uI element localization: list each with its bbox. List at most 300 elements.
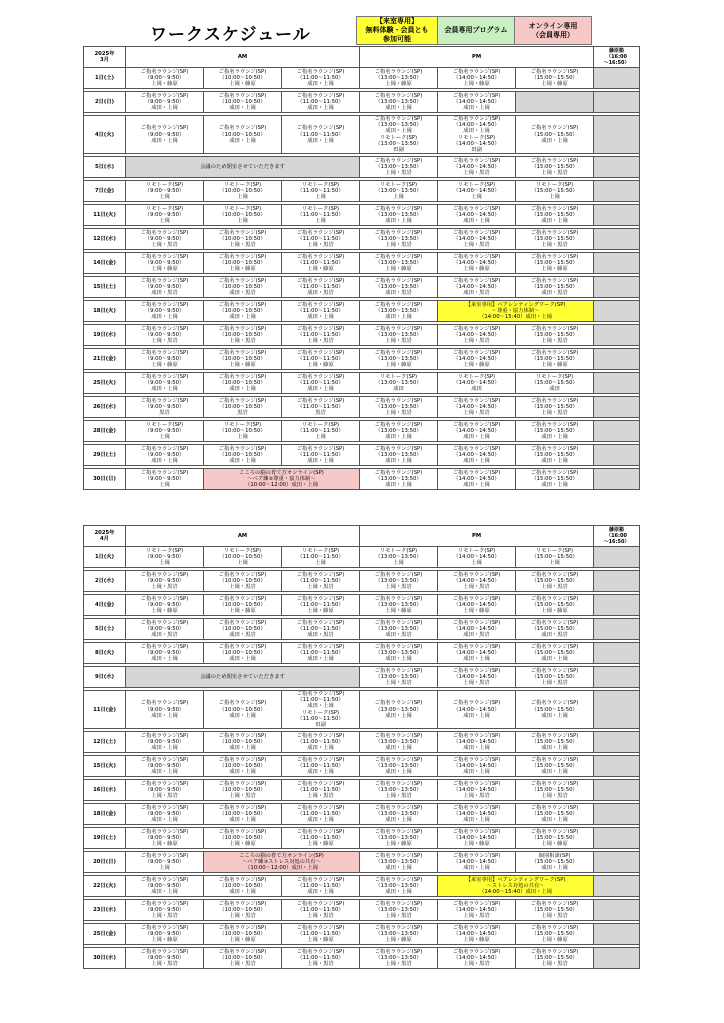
schedule-row: [84, 205, 640, 226]
session-cell: ご指名ラウンジ(SP) （10:00～10:50） 上岡・黒岩: [204, 571, 282, 592]
fujiwara-juku-cell: [594, 619, 640, 640]
legend-member-only: [437, 16, 515, 45]
session-cell: ご指名ラウンジ(SP) （9:00～9:50） 上岡・黒岩: [126, 900, 204, 921]
session-cell: ご指名ラウンジ(SP) （13:00～13:50） 上岡・藤原: [360, 253, 438, 274]
schedule-row: [84, 277, 640, 298]
date-cell: 28日(金): [84, 421, 126, 442]
session-cell: ご指名ラウンジ(SP) （13:00～13:50） 成田・上岡: [360, 876, 438, 897]
session-cell: ご指名ラウンジ(SP) （13:00～13:50） 成田・上岡: [360, 301, 438, 322]
visitor-workshop-cell: 【来室専用】ペアレンティングワーク(SP) ～ストレス対処の共有～ （14:00～15:40）成田・上岡: [438, 876, 594, 897]
session-cell: ご指名ラウンジ(SP) （14:00～14:50） 成田・黒岩: [438, 619, 516, 640]
session-cell: ご指名ラウンジ(SP) （11:00～11:50） 成田・上岡: [282, 68, 360, 89]
session-cell: ご指名ラウンジ(SP) （9:00～9:50） 上岡・黒岩: [126, 229, 204, 250]
schedule-row: [84, 924, 640, 945]
date-cell: 2日(日): [84, 92, 126, 113]
session-cell: ご指名ラウンジ(SP) （15:00～15:50） 上岡・黒岩: [516, 571, 594, 592]
session-cell: ご指名ラウンジ(SP) （15:00～15:50） 上岡・黒岩: [516, 157, 594, 178]
session-cell: ご指名ラウンジ(SP) （9:00～9:50） 上岡・黒岩: [126, 325, 204, 346]
fujiwara-juku-cell: [594, 804, 640, 825]
schedule-row: [84, 595, 640, 616]
session-cell: ご指名ラウンジ(SP) （14:00～14:50） 成田・上岡: [438, 756, 516, 777]
legend-visitor-only-text: 【来室専用】 無料体験・会員とも 参加可能: [365, 17, 429, 43]
session-cell: ご指名ラウンジ(SP) （9:00～9:50） 上岡・黒岩: [126, 571, 204, 592]
online-program-cell: こころの脳の育て方オンライン(SP) ～ペア練③ストレス対処の共有～ （10:00～12:00）成田・上岡: [204, 852, 360, 873]
schedule-row: [84, 667, 640, 688]
date-cell: 29日(土): [84, 445, 126, 466]
session-cell: ご指名ラウンジ(SP) （13:00～13:50） 成田・上岡: [360, 445, 438, 466]
date-cell: 15日(火): [84, 756, 126, 777]
fujiwara-juku-cell: [594, 667, 640, 688]
session-cell: ご指名ラウンジ(SP) （11:00～11:50） 成田・上岡: [282, 804, 360, 825]
session-cell: ご指名ラウンジ(SP) （14:00～14:50） 上岡・黒岩: [438, 667, 516, 688]
session-cell: ご指名ラウンジ(SP) （10:00～10:50） 成田・上岡: [204, 876, 282, 897]
session-cell: ご指名ラウンジ(SP) （11:00～11:50） 成田・上岡: [282, 732, 360, 753]
session-cell: ご指名ラウンジ(SP) （14:00～14:50） 成田・黒岩: [438, 277, 516, 298]
session-cell: ご指名ラウンジ(SP) （11:00～11:50） 黒岩: [282, 397, 360, 418]
session-cell: ご指名ラウンジ(SP) （15:00～15:50） 成田・上岡: [516, 116, 594, 154]
session-cell: ご指名ラウンジ(SP) （15:00～15:50） 成田・黒岩: [516, 619, 594, 640]
date-cell: 16日(水): [84, 780, 126, 801]
session-cell: リモトーク(SP) （9:00～9:50） 上岡: [126, 547, 204, 568]
session-cell: リモトーク(SP) （13:00～13:50） 上岡: [360, 547, 438, 568]
session-cell: ご指名ラウンジ(SP) （9:00～9:50） 成田・上岡: [126, 92, 204, 113]
session-cell: ご指名ラウンジ(SP) （14:00～14:50） 上岡・藤原: [438, 595, 516, 616]
schedule-row: [84, 253, 640, 274]
session-cell: ご指名ラウンジ(SP) （10:00～10:50） 成田・上岡: [204, 756, 282, 777]
schedule-row: [84, 229, 640, 250]
session-cell: ご指名ラウンジ(SP) （10:00～10:50） 上岡・藤原: [204, 68, 282, 89]
session-cell: ご指名ラウンジ(SP) （14:00～14:50） 成田・上岡: [438, 804, 516, 825]
fujiwara-juku-cell: [594, 301, 640, 322]
session-cell: ご指名ラウンジ(SP) （15:00～15:50） 上岡・藤原: [516, 349, 594, 370]
fujiwara-juku-cell: [594, 349, 640, 370]
schedule-row: [84, 469, 640, 490]
session-cell: ご指名ラウンジ(SP) （14:00～14:50） 成田・上岡: [438, 643, 516, 664]
fujiwara-juku-cell: [594, 68, 640, 89]
date-cell: 26日(水): [84, 397, 126, 418]
session-cell: ご指名ラウンジ(SP) （11:00～11:50） 成田・上岡: [282, 876, 360, 897]
session-cell: ご指名ラウンジ(SP) （9:00～9:50） 上岡・藤原: [126, 924, 204, 945]
session-cell: ご指名ラウンジ(SP) （13:00～13:50） 上岡・黒岩: [360, 157, 438, 178]
session-cell: ご指名ラウンジ(SP) （11:00～11:50） 上岡・藤原: [282, 595, 360, 616]
session-cell: ご指名ラウンジ(SP) （9:00～9:50） 黒岩: [126, 397, 204, 418]
fujiwara-juku-header: 藤原塾 （16:00 ～16:50）: [594, 526, 640, 547]
fujiwara-juku-cell: [594, 445, 640, 466]
fujiwara-juku-cell: [594, 325, 640, 346]
session-cell: リモトーク(SP) （9:00～9:50） 上岡: [126, 181, 204, 202]
legend-online-only: [514, 16, 592, 45]
session-cell: ご指名ラウンジ(SP) （13:00～13:50） 成田・上岡: [360, 421, 438, 442]
session-cell: ご指名ラウンジ(SP) （11:00～11:50） 上岡・黒岩: [282, 571, 360, 592]
session-cell: ご指名ラウンジ(SP) （13:00～13:50） 成田・黒岩: [360, 619, 438, 640]
session-cell: ご指名ラウンジ(SP) （9:00～9:50） 成田・上岡: [126, 876, 204, 897]
fujiwara-juku-cell: [594, 421, 640, 442]
session-cell: ご指名ラウンジ(SP) （13:00～13:50） 上岡・黒岩: [360, 397, 438, 418]
schedule-row: [84, 876, 640, 897]
date-cell: 11日(火): [84, 205, 126, 226]
session-cell: ご指名ラウンジ(SP) （15:00～15:50） 上岡・藤原: [516, 68, 594, 89]
fujiwara-juku-cell: [594, 92, 640, 113]
schedule-row: [84, 571, 640, 592]
session-cell: ご指名ラウンジ(SP) （11:00～11:50） 成田・黒岩: [282, 619, 360, 640]
date-cell: 9日(水): [84, 667, 126, 688]
closed-notice: 会議のため閉室させていただきます: [126, 667, 360, 688]
date-cell: 11日(金): [84, 691, 126, 729]
schedule-row: [84, 373, 640, 394]
fujiwara-juku-cell: [594, 547, 640, 568]
session-cell: ご指名ラウンジ(SP) （11:00～11:50） 成田・上岡: [282, 301, 360, 322]
session-cell: ご指名ラウンジ(SP) （9:00～9:50） 成田・上岡: [126, 691, 204, 729]
schedule-row: [84, 445, 640, 466]
date-cell: 1日(火): [84, 547, 126, 568]
session-cell: ご指名ラウンジ(SP) （10:00～10:50） 成田・上岡: [204, 732, 282, 753]
session-cell: ご指名ラウンジ(SP) （11:00～11:50） 成田・上岡: [282, 373, 360, 394]
session-cell: ご指名ラウンジ(SP) （15:00～15:50） 成田・上岡: [516, 732, 594, 753]
session-cell: ご指名ラウンジ(SP) （9:00～9:50） 上岡: [126, 469, 204, 490]
session-cell: ご指名ラウンジ(SP) （10:00～10:50） 上岡・藤原: [204, 924, 282, 945]
session-cell: リモトーク(SP) （15:00～15:50） 上岡: [516, 547, 594, 568]
fujiwara-juku-cell: [594, 116, 640, 154]
session-cell: ご指名ラウンジ(SP) （9:00～9:50） 成田・上岡: [126, 643, 204, 664]
date-cell: 18日(金): [84, 804, 126, 825]
date-cell: 19日(水): [84, 325, 126, 346]
fujiwara-juku-cell: [594, 828, 640, 849]
session-cell: ご指名ラウンジ(SP) （13:00～13:50） 成田・上岡: [360, 92, 438, 113]
session-cell: ご指名ラウンジ(SP) （11:00～11:50） 成田・黒岩: [282, 277, 360, 298]
session-cell: リモトーク(SP) （14:00～14:50） 成田: [438, 373, 516, 394]
session-cell: リモトーク(SP) （15:00～15:50） 上岡: [516, 181, 594, 202]
session-cell: ご指名ラウンジ(SP) （13:00～13:50） 成田・上岡: [360, 804, 438, 825]
schedule-row: [84, 116, 640, 154]
session-cell: ご指名ラウンジ(SP) （14:00～14:50） 成田・上岡: [438, 205, 516, 226]
session-cell: ご指名ラウンジ(SP) （10:00～10:50） 上岡・藤原: [204, 828, 282, 849]
session-cell: リモトーク(SP) （11:00～11:50） 上岡: [282, 205, 360, 226]
fujiwara-juku-cell: [594, 948, 640, 969]
session-cell: ご指名ラウンジ(SP) （10:00～10:50） 成田・上岡: [204, 804, 282, 825]
session-cell: ご指名ラウンジ(SP) （15:00～15:50） 上岡・黒岩: [516, 229, 594, 250]
session-cell: ご指名ラウンジ(SP) （13:00～13:50） 成田・黒岩: [360, 277, 438, 298]
schedule-row: [84, 732, 640, 753]
session-cell: ご指名ラウンジ(SP) （10:00～10:50） 成田・上岡: [204, 116, 282, 154]
date-cell: 20日(日): [84, 852, 126, 873]
visitor-workshop-cell: 【来室専用】ペアレンティングワーク(SP) ～尊重・協力体制～ （14:00～15:40）成田・上岡: [438, 301, 594, 322]
year-month-header: 2025年 4月: [84, 526, 126, 547]
session-cell: ご指名ラウンジ(SP) （15:00～15:50） 成田・上岡: [516, 421, 594, 442]
fujiwara-juku-cell: [594, 595, 640, 616]
session-cell: リモトーク(SP) （11:00～11:50） 上岡: [282, 181, 360, 202]
date-cell: 15日(土): [84, 277, 126, 298]
schedule-row: [84, 421, 640, 442]
session-cell: ご指名ラウンジ(SP) （10:00～10:50） 成田・上岡: [204, 643, 282, 664]
session-cell: ご指名ラウンジ(SP) （14:00～14:50） 上岡・黒岩: [438, 157, 516, 178]
session-cell: ご指名ラウンジ(SP) （14:00～14:50） 上岡・黒岩: [438, 900, 516, 921]
session-cell: リモトーク(SP) （11:00～11:50） 上岡: [282, 547, 360, 568]
session-cell: リモトーク(SP) （10:00～10:50） 上岡: [204, 421, 282, 442]
session-cell: ご指名ラウンジ(SP) （10:00～10:50） 上岡・黒岩: [204, 325, 282, 346]
session-cell: ご指名ラウンジ(SP) （14:00～14:50） 上岡・藤原: [438, 924, 516, 945]
session-cell: リモトーク(SP) （15:00～15:50） 成田: [516, 373, 594, 394]
session-cell: ご指名ラウンジ(SP) （13:00～13:50） 上岡・黒岩: [360, 780, 438, 801]
online-program-cell: こころの脳の育て方オンライン(SP) ～ペア練②尊重・協力体制～ （10:00～12:00）成田・上岡: [204, 469, 360, 490]
schedule-row: [84, 92, 640, 113]
schedule-row: [84, 643, 640, 664]
session-cell: ご指名ラウンジ(SP) （14:00～14:50） 上岡・藤原: [438, 253, 516, 274]
fujiwara-juku-header: 藤原塾 （16:00 ～16:50）: [594, 47, 640, 68]
session-cell: ご指名ラウンジ(SP) （13:00～13:50） 成田・上岡 リモトーク(SP) （13:00～13:50） 田副: [360, 116, 438, 154]
session-cell: リモトーク(SP) （9:00～9:50） 上岡: [126, 421, 204, 442]
date-cell: 12日(土): [84, 732, 126, 753]
session-cell: ご指名ラウンジ(SP) （10:00～10:50） 成田・黒岩: [204, 619, 282, 640]
fujiwara-juku-cell: [594, 205, 640, 226]
page-title: ワークスケジュール: [150, 25, 311, 45]
session-cell: ご指名ラウンジ(SP) （9:00～9:50） 成田・上岡: [126, 804, 204, 825]
date-cell: 30日(水): [84, 948, 126, 969]
date-cell: 25日(金): [84, 924, 126, 945]
session-cell: ご指名ラウンジ(SP) （11:00～11:50） 成田・上岡: [282, 445, 360, 466]
session-cell: ご指名ラウンジ(SP) （11:00～11:50） 上岡・藤原: [282, 253, 360, 274]
session-cell: ご指名ラウンジ(SP) （9:00～9:50） 上岡・藤原: [126, 828, 204, 849]
session-cell: ご指名ラウンジ(SP) （14:00～14:50） 成田・上岡: [438, 469, 516, 490]
session-cell: ご指名ラウンジ(SP) （9:00～9:50） 上岡・藤原: [126, 68, 204, 89]
session-cell: ご指名ラウンジ(SP) （11:00～11:50） 上岡・黒岩: [282, 325, 360, 346]
session-cell: ご指名ラウンジ(SP) （13:00～13:50） 成田・上岡: [360, 756, 438, 777]
session-cell: ご指名ラウンジ(SP) （14:00～14:50） 上岡・黒岩: [438, 397, 516, 418]
header-row: [84, 47, 640, 68]
session-cell: ご指名ラウンジ(SP) （10:00～10:50） 成田・上岡: [204, 373, 282, 394]
session-cell: ご指名ラウンジ(SP) （13:00～13:50） 成田・上岡: [360, 852, 438, 873]
session-cell: ご指名ラウンジ(SP) （10:00～10:50） 上岡・藤原: [204, 253, 282, 274]
session-cell: ご指名ラウンジ(SP) （14:00～14:50） 上岡・黒岩: [438, 780, 516, 801]
schedule-row: [84, 68, 640, 89]
fujiwara-juku-cell: [594, 691, 640, 729]
session-cell: ご指名ラウンジ(SP) （10:00～10:50） 成田・上岡: [204, 691, 282, 729]
schedule-row: [84, 852, 640, 873]
date-cell: 2日(水): [84, 571, 126, 592]
schedule-row: [84, 397, 640, 418]
schedule-row: [84, 157, 640, 178]
session-cell: ご指名ラウンジ(SP) （9:00～9:50） 成田・上岡: [126, 116, 204, 154]
date-cell: 5日(土): [84, 619, 126, 640]
session-cell: ご指名ラウンジ(SP) （15:00～15:50） 上岡・黒岩: [516, 948, 594, 969]
session-cell: ご指名ラウンジ(SP) （11:00～11:50） 成田・上岡: [282, 92, 360, 113]
session-cell: ご指名ラウンジ(SP) （11:00～11:50） 成田・上岡 リモトーク(SP) （11:00～11:50） 田副: [282, 691, 360, 729]
session-cell: ご指名ラウンジ(SP) （9:00～9:50） 成田・上岡: [126, 373, 204, 394]
session-cell: ご指名ラウンジ(SP) （9:00～9:50） 上岡・藤原: [126, 595, 204, 616]
schedule-row: [84, 948, 640, 969]
date-cell: 30日(日): [84, 469, 126, 490]
session-cell: ご指名ラウンジ(SP) （14:00～14:50） 成田・上岡: [438, 421, 516, 442]
date-cell: 8日(火): [84, 643, 126, 664]
schedule-row: [84, 691, 640, 729]
session-cell: ご指名ラウンジ(SP) （14:00～14:50） 上岡・黒岩: [438, 571, 516, 592]
session-cell: ご指名ラウンジ(SP) （14:00～14:50） 上岡・藤原: [438, 828, 516, 849]
session-cell: ご指名ラウンジ(SP) （14:00～14:50） 上岡・藤原: [438, 68, 516, 89]
session-cell: ご指名ラウンジ(SP) （13:00～13:50） 上岡・黒岩: [360, 667, 438, 688]
session-cell: ご指名ラウンジ(SP) （15:00～15:50） 上岡・藤原: [516, 595, 594, 616]
session-cell: ご指名ラウンジ(SP) （13:00～13:50） 上岡・藤原: [360, 349, 438, 370]
date-cell: 25日(火): [84, 373, 126, 394]
session-cell: ご指名ラウンジ(SP) （10:00～10:50） 上岡・黒岩: [204, 948, 282, 969]
session-cell: ご指名ラウンジ(SP) （15:00～15:50） 上岡・黒岩: [516, 900, 594, 921]
session-cell: ご指名ラウンジ(SP) （14:00～14:50） 上岡・黒岩: [438, 229, 516, 250]
session-cell: ご指名ラウンジ(SP) （11:00～11:50） 成田・上岡: [282, 116, 360, 154]
session-cell: ご指名ラウンジ(SP) （14:00～14:50） 上岡・黒岩: [438, 948, 516, 969]
fujiwara-juku-cell: [594, 852, 640, 873]
session-cell: ご指名ラウンジ(SP) （15:00～15:50） 成田・上岡: [516, 445, 594, 466]
session-cell: ご指名ラウンジ(SP) （13:00～13:50） 上岡・黒岩: [360, 325, 438, 346]
session-cell: ご指名ラウンジ(SP) （13:00～13:50） 成田・上岡: [360, 643, 438, 664]
session-cell: ご指名ラウンジ(SP) （15:00～15:50） 上岡・藤原: [516, 924, 594, 945]
session-cell: ご指名ラウンジ(SP) （13:00～13:50） 上岡・黒岩: [360, 229, 438, 250]
year-month-header: 2025年 3月: [84, 47, 126, 68]
session-cell: ご指名ラウンジ(SP) （10:00～10:50） 成田・黒岩: [204, 277, 282, 298]
session-cell: ご指名ラウンジ(SP) （11:00～11:50） 上岡・藤原: [282, 349, 360, 370]
session-cell: ご指名ラウンジ(SP) （13:00～13:50） 上岡・藤原: [360, 828, 438, 849]
session-cell: ご指名ラウンジ(SP) （11:00～11:50） 上岡・藤原: [282, 828, 360, 849]
header-row: [84, 526, 640, 547]
fujiwara-juku-cell: [594, 924, 640, 945]
session-cell: ご指名ラウンジ(SP) （13:00～13:50） 成田・上岡: [360, 205, 438, 226]
session-cell: 個別相談(SP) （15:00～15:50） 成田・上岡: [516, 852, 594, 873]
schedule-row: [84, 756, 640, 777]
session-cell: リモトーク(SP) （13:00～13:50） 上岡: [360, 181, 438, 202]
session-cell: ご指名ラウンジ(SP) （14:00～14:50） 成田・上岡: [438, 92, 516, 113]
schedule-row: [84, 181, 640, 202]
date-cell: 5日(水): [84, 157, 126, 178]
session-cell: ご指名ラウンジ(SP) （13:00～13:50） 成田・上岡: [360, 469, 438, 490]
session-cell: ご指名ラウンジ(SP) （10:00～10:50） 上岡・黒岩: [204, 780, 282, 801]
session-cell: ご指名ラウンジ(SP) （9:00～9:50） 成田・黒岩: [126, 619, 204, 640]
date-cell: 1日(土): [84, 68, 126, 89]
session-cell: リモトーク(SP) （10:00～10:50） 上岡: [204, 205, 282, 226]
session-cell: ご指名ラウンジ(SP) （11:00～11:50） 上岡・黒岩: [282, 229, 360, 250]
session-cell: ご指名ラウンジ(SP) （15:00～15:50） 成田・上岡: [516, 205, 594, 226]
session-cell: ご指名ラウンジ(SP) （10:00～10:50） 上岡・黒岩: [204, 229, 282, 250]
fujiwara-juku-cell: [594, 277, 640, 298]
pm-header: PM: [360, 47, 594, 68]
fujiwara-juku-cell: [594, 571, 640, 592]
session-cell: ご指名ラウンジ(SP) （15:00～15:50） 成田・黒岩: [516, 277, 594, 298]
session-cell: ご指名ラウンジ(SP) （10:00～10:50） 成田・上岡: [204, 445, 282, 466]
session-cell: ご指名ラウンジ(SP) （13:00～13:50） 上岡・黒岩: [360, 900, 438, 921]
schedule-row: [84, 301, 640, 322]
session-cell: ご指名ラウンジ(SP) （9:00～9:50） 上岡・黒岩: [126, 948, 204, 969]
session-cell: ご指名ラウンジ(SP) （10:00～10:50） 上岡・藤原: [204, 595, 282, 616]
session-cell: ご指名ラウンジ(SP) （15:00～15:50） 上岡・藤原: [516, 828, 594, 849]
schedule-row: [84, 780, 640, 801]
session-cell: ご指名ラウンジ(SP) （10:00～10:50） 上岡・藤原: [204, 349, 282, 370]
schedule-row: [84, 547, 640, 568]
fujiwara-juku-cell: [594, 643, 640, 664]
session-cell: ご指名ラウンジ(SP) （14:00～14:50） 成田・上岡: [438, 445, 516, 466]
session-cell: ご指名ラウンジ(SP) （15:00～15:50） 上岡・黒岩: [516, 780, 594, 801]
session-cell: ご指名ラウンジ(SP) （14:00～14:50） 上岡・藤原: [438, 349, 516, 370]
date-cell: 12日(水): [84, 229, 126, 250]
session-cell: ご指名ラウンジ(SP) （14:00～14:50） 上岡・黒岩: [438, 325, 516, 346]
session-cell: ご指名ラウンジ(SP) （14:00～14:50） 成田・上岡: [438, 691, 516, 729]
fujiwara-juku-cell: [594, 780, 640, 801]
session-cell: ご指名ラウンジ(SP) （11:00～11:50） 上岡・黒岩: [282, 900, 360, 921]
legend-online-only-text: オンライン専用 （会員専用）: [528, 21, 578, 39]
session-cell: ご指名ラウンジ(SP) （13:00～13:50） 成田・上岡: [360, 732, 438, 753]
date-cell: 18日(火): [84, 301, 126, 322]
session-cell: ご指名ラウンジ(SP) （9:00～9:50） 上岡・藤原: [126, 349, 204, 370]
session-cell: リモトーク(SP) （14:00～14:50） 上岡: [438, 547, 516, 568]
schedule-row: [84, 828, 640, 849]
pm-header: PM: [360, 526, 594, 547]
fujiwara-juku-cell: [594, 900, 640, 921]
session-cell: ご指名ラウンジ(SP) （9:00～9:50） 成田・上岡: [126, 301, 204, 322]
session-cell: ご指名ラウンジ(SP) （10:00～10:50） 成田・上岡: [204, 301, 282, 322]
session-cell: ご指名ラウンジ(SP) （15:00～15:50） 上岡・黒岩: [516, 397, 594, 418]
session-cell: ご指名ラウンジ(SP) （14:00～14:50） 成田・上岡: [438, 732, 516, 753]
session-cell: ご指名ラウンジ(SP) （11:00～11:50） 成田・上岡: [282, 643, 360, 664]
date-cell: 4日(火): [84, 116, 126, 154]
session-cell: ご指名ラウンジ(SP) （15:00～15:50） 成田・上岡: [516, 643, 594, 664]
date-cell: 19日(土): [84, 828, 126, 849]
session-cell: ご指名ラウンジ(SP) （10:00～10:50） 黒岩: [204, 397, 282, 418]
session-cell: ご指名ラウンジ(SP) （13:00～13:50） 上岡・藤原: [360, 68, 438, 89]
session-cell: ご指名ラウンジ(SP) （15:00～15:50） 上岡・黒岩: [516, 325, 594, 346]
session-cell: ご指名ラウンジ(SP) （11:00～11:50） 上岡・黒岩: [282, 948, 360, 969]
session-cell: ご指名ラウンジ(SP) （10:00～10:50） 成田・上岡: [204, 92, 282, 113]
legend-member-only-text: 会員専用プログラム: [444, 26, 508, 34]
fujiwara-juku-cell: [594, 373, 640, 394]
date-cell: 22日(火): [84, 876, 126, 897]
session-cell: ご指名ラウンジ(SP) （10:00～10:50） 上岡・黒岩: [204, 900, 282, 921]
session-cell: ご指名ラウンジ(SP) （11:00～11:50） 成田・上岡: [282, 756, 360, 777]
session-cell: ご指名ラウンジ(SP) （13:00～13:50） 上岡・藤原: [360, 924, 438, 945]
date-cell: 4日(金): [84, 595, 126, 616]
session-cell: [516, 92, 594, 113]
session-cell: ご指名ラウンジ(SP) （9:00～9:50） 成田・上岡: [126, 756, 204, 777]
session-cell: ご指名ラウンジ(SP) （9:00～9:50） 成田・黒岩: [126, 277, 204, 298]
schedule-row: [84, 619, 640, 640]
fujiwara-juku-cell: [594, 876, 640, 897]
date-cell: 23日(水): [84, 900, 126, 921]
fujiwara-juku-cell: [594, 397, 640, 418]
fujiwara-juku-cell: [594, 253, 640, 274]
schedule-row: [84, 900, 640, 921]
session-cell: リモトーク(SP) （10:00～10:50） 上岡: [204, 181, 282, 202]
date-cell: 21日(金): [84, 349, 126, 370]
session-cell: ご指名ラウンジ(SP) （15:00～15:50） 成田・上岡: [516, 469, 594, 490]
session-cell: ご指名ラウンジ(SP) （13:00～13:50） 成田・上岡: [360, 691, 438, 729]
session-cell: ご指名ラウンジ(SP) （11:00～11:50） 上岡・黒岩: [282, 780, 360, 801]
session-cell: リモトーク(SP) （11:00～11:50） 上岡: [282, 421, 360, 442]
schedule-row: [84, 325, 640, 346]
fujiwara-juku-cell: [594, 756, 640, 777]
date-cell: 7日(金): [84, 181, 126, 202]
fujiwara-juku-cell: [594, 181, 640, 202]
session-cell: ご指名ラウンジ(SP) （15:00～15:50） 成田・上岡: [516, 804, 594, 825]
session-cell: ご指名ラウンジ(SP) （9:00～9:50） 上岡・黒岩: [126, 780, 204, 801]
session-cell: ご指名ラウンジ(SP) （15:00～15:50） 上岡・藤原: [516, 253, 594, 274]
session-cell: ご指名ラウンジ(SP) （14:00～14:50） 成田・上岡 リモトーク(SP) （14:00～14:50） 田副: [438, 116, 516, 154]
legend-visitor-only: [356, 16, 438, 45]
session-cell: ご指名ラウンジ(SP) （11:00～11:50） 上岡・藤原: [282, 924, 360, 945]
session-cell: リモトーク(SP) （14:00～14:50） 上岡: [438, 181, 516, 202]
session-cell: リモトーク(SP) （10:00～10:50） 上岡: [204, 547, 282, 568]
am-header: AM: [126, 526, 360, 547]
am-header: AM: [126, 47, 360, 68]
session-cell: ご指名ラウンジ(SP) （15:00～15:50） 上岡・黒岩: [516, 667, 594, 688]
session-cell: ご指名ラウンジ(SP) （15:00～15:50） 成田・上岡: [516, 756, 594, 777]
session-cell: ご指名ラウンジ(SP) （9:00～9:50） 成田・上岡: [126, 445, 204, 466]
session-cell: ご指名ラウンジ(SP) （9:00～9:50） 上岡・藤原: [126, 253, 204, 274]
session-cell: ご指名ラウンジ(SP) （9:00～9:50） 成田・上岡: [126, 732, 204, 753]
session-cell: ご指名ラウンジ(SP) （13:00～13:50） 上岡・黒岩: [360, 571, 438, 592]
